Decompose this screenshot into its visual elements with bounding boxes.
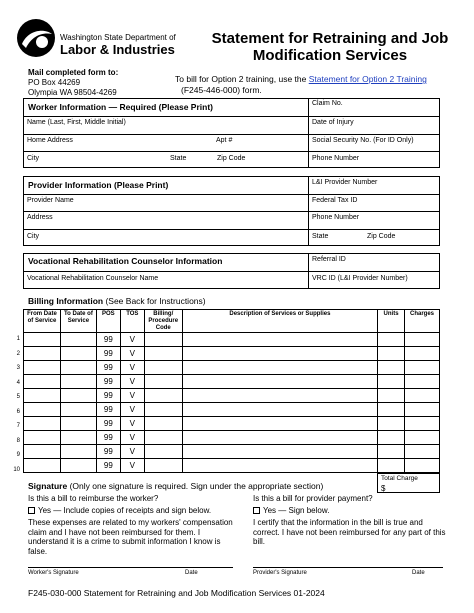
billing-cell[interactable] — [378, 361, 405, 375]
tos-cell[interactable]: V — [120, 389, 144, 403]
table-row — [24, 403, 440, 417]
provider-date-label: Date — [412, 570, 425, 576]
billing-cell[interactable] — [144, 403, 182, 417]
billing-cell[interactable] — [60, 333, 96, 347]
mail-address: Mail completed form to: PO Box 44269 Olympia WA 98504-4269 — [28, 68, 119, 97]
row-number: 2 — [16, 350, 20, 357]
tos-cell[interactable]: V — [120, 403, 144, 417]
provider-statement: I certify that the information in the bill is true and correct. I have not been reimbursed for any part of this bill. — [253, 518, 446, 546]
apt-field[interactable]: Apt # — [216, 137, 233, 144]
billing-table — [23, 309, 440, 473]
worker-state-field[interactable]: State — [170, 155, 187, 162]
ssn-field[interactable]: Social Security No. (For ID Only) — [312, 137, 414, 144]
home-address-field[interactable]: Home Address — [27, 137, 73, 144]
li-logo-icon — [16, 18, 56, 58]
worker-date-label: Date — [185, 570, 198, 576]
provider-section-heading: Provider Information (Please Print) — [28, 180, 169, 190]
billing-cell[interactable] — [405, 347, 440, 361]
tos-cell[interactable]: V — [120, 361, 144, 375]
billing-cell[interactable] — [405, 333, 440, 347]
billing-section-heading: Billing Information (See Back for Instructions) — [28, 296, 206, 306]
provider-zip-field[interactable]: Zip Code — [367, 233, 396, 240]
provider-address-field[interactable]: Address — [27, 214, 53, 221]
row-number: 7 — [16, 423, 20, 429]
table-row — [24, 347, 440, 361]
billing-cell[interactable] — [405, 459, 440, 473]
pos-cell[interactable]: 99 — [96, 403, 120, 417]
billing-cell[interactable] — [144, 417, 182, 431]
worker-signature-line[interactable] — [28, 567, 233, 568]
signature-section-heading: Signature (Only one signature is required. Sign under the appropriate section) — [28, 481, 324, 491]
billing-cell[interactable] — [24, 389, 61, 403]
billing-cell[interactable] — [378, 389, 405, 403]
pos-cell[interactable]: 99 — [96, 361, 120, 375]
provider-question: Is this a bill for provider payment? — [253, 494, 373, 503]
billing-cell[interactable] — [405, 389, 440, 403]
pos-cell[interactable]: 99 — [96, 431, 120, 445]
pos-cell[interactable]: 99 — [96, 445, 120, 459]
billing-cell[interactable] — [378, 375, 405, 389]
billing-cell[interactable] — [182, 445, 377, 459]
table-row — [24, 361, 440, 375]
provider-signature-label: Provider's Signature — [253, 570, 307, 576]
pos-cell[interactable]: 99 — [96, 333, 120, 347]
worker-zip-field[interactable]: Zip Code — [217, 155, 246, 162]
col-tos: TOS — [120, 310, 144, 333]
worker-name-field[interactable]: Name (Last, First, Middle Initial) — [27, 119, 126, 126]
referral-id-field[interactable]: Referral ID — [312, 256, 346, 263]
pos-cell[interactable]: 99 — [96, 347, 120, 361]
date-of-injury-field[interactable]: Date of Injury — [312, 119, 354, 126]
billing-cell[interactable] — [144, 389, 182, 403]
col-charges: Charges — [405, 310, 440, 333]
pos-cell[interactable]: 99 — [96, 375, 120, 389]
billing-cell[interactable] — [144, 375, 182, 389]
billing-cell[interactable] — [182, 403, 377, 417]
billing-cell[interactable] — [60, 389, 96, 403]
tos-cell[interactable]: V — [120, 333, 144, 347]
tos-cell[interactable]: V — [120, 347, 144, 361]
pos-cell[interactable]: 99 — [96, 459, 120, 473]
worker-city-field[interactable]: City — [27, 155, 40, 162]
row-number: 6 — [16, 408, 20, 415]
option2-note: To bill for Option 2 training, use the Statement for Option 2 Training (F245-446-000) form. — [175, 74, 427, 95]
page-title: Statement for Retraining and Job Modification Services — [211, 30, 449, 64]
tos-cell[interactable]: V — [120, 445, 144, 459]
billing-cell[interactable] — [144, 347, 182, 361]
billing-cell[interactable] — [144, 459, 182, 473]
billing-cell[interactable] — [182, 375, 377, 389]
billing-cell[interactable] — [60, 445, 96, 459]
billing-cell[interactable] — [378, 431, 405, 445]
worker-yes-checkbox[interactable] — [28, 507, 35, 514]
col-from-date: From Date of Service — [24, 310, 61, 333]
worker-question: Is this a bill to reimburse the worker? — [28, 494, 159, 503]
billing-cell[interactable] — [24, 333, 61, 347]
provider-phone-field[interactable]: Phone Number — [312, 214, 360, 221]
billing-cell[interactable] — [24, 361, 61, 375]
vrc-name-field[interactable]: Vocational Rehabilitation Counselor Name — [27, 275, 159, 282]
provider-city-field[interactable]: City — [27, 233, 40, 240]
table-row — [24, 389, 440, 403]
billing-cell[interactable] — [60, 361, 96, 375]
row-number: 3 — [16, 365, 20, 371]
provider-yes-checkbox[interactable] — [253, 507, 260, 514]
billing-cell[interactable] — [60, 403, 96, 417]
billing-cell[interactable] — [378, 417, 405, 431]
billing-cell[interactable] — [182, 417, 377, 431]
table-row — [24, 417, 440, 431]
billing-cell[interactable] — [405, 361, 440, 375]
row-number: 5 — [16, 394, 20, 400]
total-charge-symbol: $ — [381, 484, 386, 493]
row-number: 4 — [16, 379, 20, 386]
billing-cell[interactable] — [405, 403, 440, 417]
billing-cell[interactable] — [60, 375, 96, 389]
worker-section-heading: Worker Information — Required (Please Print) — [28, 102, 213, 112]
billing-cell[interactable] — [378, 445, 405, 459]
tos-cell[interactable]: V — [120, 375, 144, 389]
col-to-date: To Date of Service — [60, 310, 96, 333]
pos-cell[interactable]: 99 — [96, 417, 120, 431]
billing-cell[interactable] — [24, 417, 61, 431]
worker-statement: These expenses are related to my workers' compensation claim and I have not been reimbursed for them. I understand it is a crime to submit information I know is false. — [28, 518, 233, 556]
row-number: 8 — [16, 437, 20, 444]
billing-cell[interactable] — [24, 403, 61, 417]
billing-header-row — [24, 310, 440, 333]
provider-state-field[interactable]: State — [312, 233, 329, 240]
row-number: 1 — [16, 336, 20, 342]
tos-cell[interactable]: V — [120, 417, 144, 431]
form-footer: F245-030-000 Statement for Retraining and Job Modification Services 01-2024 — [28, 588, 325, 598]
provider-signature-line[interactable] — [253, 567, 443, 568]
vrc-section-heading: Vocational Rehabilitation Counselor Information — [28, 256, 223, 266]
billing-cell[interactable] — [378, 333, 405, 347]
billing-cell[interactable] — [60, 347, 96, 361]
billing-cell[interactable] — [144, 445, 182, 459]
table-row — [24, 459, 440, 473]
billing-cell[interactable] — [144, 361, 182, 375]
claim-no-field[interactable]: Claim No. — [312, 100, 343, 107]
billing-cell[interactable] — [378, 347, 405, 361]
tos-cell[interactable]: V — [120, 431, 144, 445]
worker-signature-label: Worker's Signature — [28, 570, 79, 576]
billing-cell[interactable] — [182, 361, 377, 375]
tos-cell[interactable]: V — [120, 459, 144, 473]
row-number: 10 — [13, 466, 20, 473]
provider-name-field[interactable]: Provider Name — [27, 197, 74, 204]
li-provider-number-field[interactable]: L&I Provider Number — [312, 179, 378, 186]
billing-cell[interactable] — [182, 431, 377, 445]
billing-cell[interactable] — [144, 431, 182, 445]
billing-cell[interactable] — [24, 431, 61, 445]
worker-phone-field[interactable]: Phone Number — [312, 155, 360, 162]
table-row — [24, 333, 440, 347]
billing-cell[interactable] — [405, 417, 440, 431]
col-pos: POS — [96, 310, 120, 333]
billing-cell[interactable] — [405, 445, 440, 459]
agency-name-line2: Labor & Industries — [60, 42, 175, 57]
worker-yes-label: Yes — Include copies of receipts and sign below. — [38, 506, 212, 515]
option2-form-link[interactable]: Statement for Option 2 Training — [308, 74, 427, 84]
col-description: Description of Services or Supplies — [182, 310, 377, 333]
pos-cell[interactable]: 99 — [96, 389, 120, 403]
col-units: Units — [378, 310, 405, 333]
billing-cell[interactable] — [24, 347, 61, 361]
billing-cell[interactable] — [182, 347, 377, 361]
table-row — [24, 445, 440, 459]
billing-cell[interactable] — [60, 459, 96, 473]
billing-cell[interactable] — [60, 417, 96, 431]
table-row — [24, 431, 440, 445]
billing-cell[interactable] — [24, 375, 61, 389]
total-charge-label: Total Charge — [381, 475, 418, 482]
federal-tax-id-field[interactable]: Federal Tax ID — [312, 197, 358, 204]
billing-cell[interactable] — [378, 459, 405, 473]
provider-yes-label: Yes — Sign below. — [263, 506, 330, 515]
row-number: 9 — [16, 452, 20, 458]
billing-cell[interactable] — [24, 459, 61, 473]
col-procedure-code: Billing/ Procedure Code — [144, 310, 182, 333]
billing-cell[interactable] — [182, 459, 377, 473]
billing-cell[interactable] — [24, 445, 61, 459]
billing-cell[interactable] — [405, 431, 440, 445]
vrc-id-field[interactable]: VRC ID (L&I Provider Number) — [312, 275, 408, 282]
billing-cell[interactable] — [378, 403, 405, 417]
billing-cell[interactable] — [182, 333, 377, 347]
table-row — [24, 375, 440, 389]
billing-cell[interactable] — [144, 333, 182, 347]
billing-cell[interactable] — [405, 375, 440, 389]
billing-cell[interactable] — [182, 389, 377, 403]
agency-name-line1: Washington State Department of — [60, 33, 176, 42]
billing-cell[interactable] — [60, 431, 96, 445]
